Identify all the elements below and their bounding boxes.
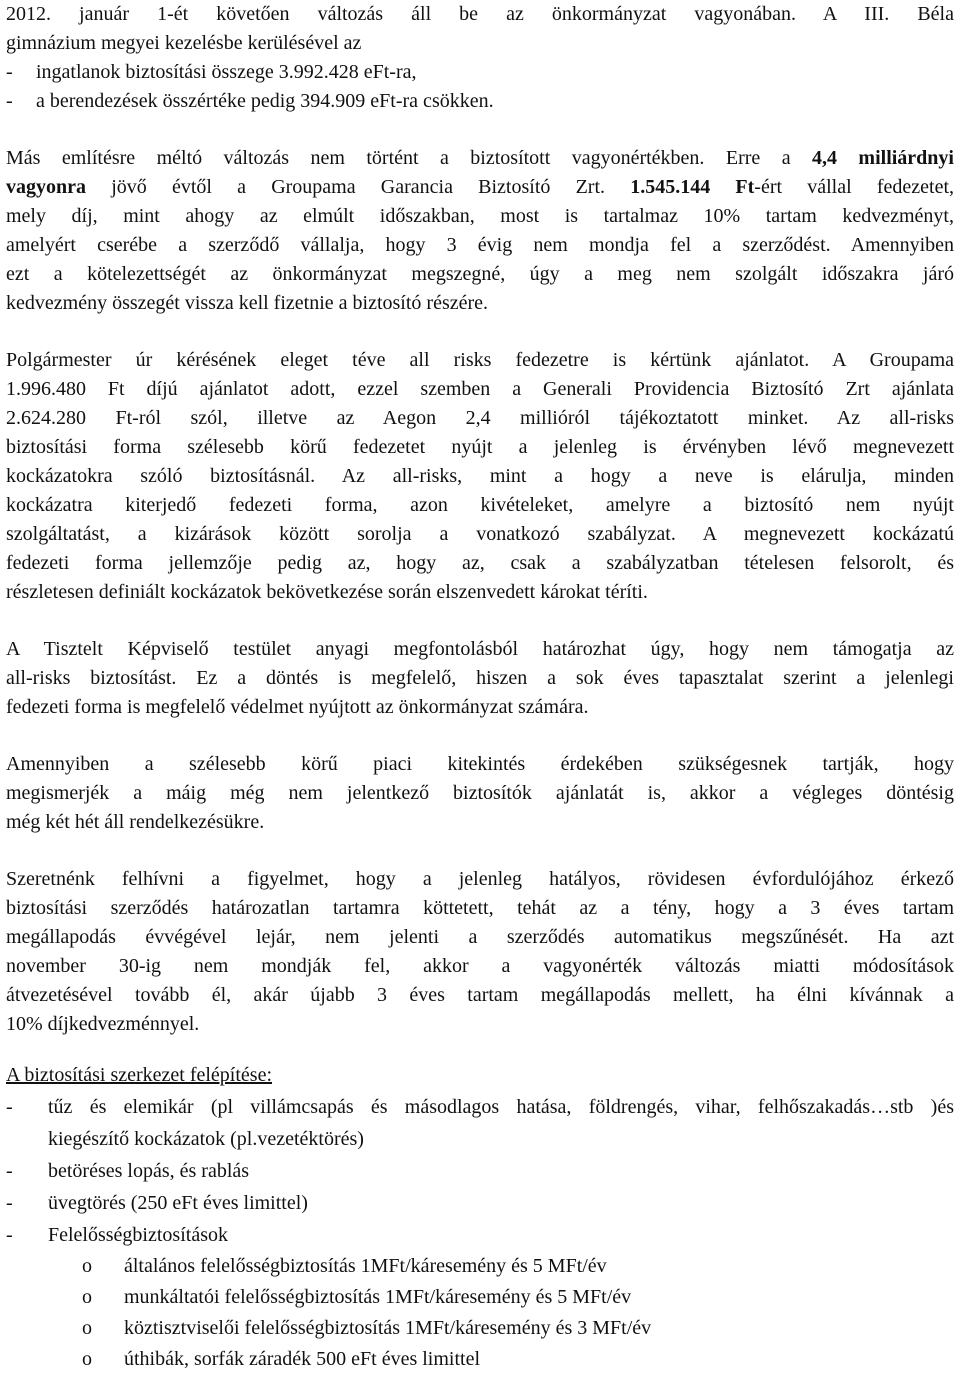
text-line: átvezetésével tovább él, akár újabb 3 éves tartam megállapodás mellett, ha élni kívánnak a bbox=[6, 984, 954, 1006]
dash-marker: - bbox=[6, 61, 13, 83]
text-line: részletesen definiált kockázatok bekövetkezése során elszenvedett károkat téríti. bbox=[6, 581, 648, 603]
text-line: Polgármester úr kérésének eleget téve all risks fedezetre is kértünk ajánlatot. A Groupama bbox=[6, 349, 954, 371]
circle-bullet-marker: o bbox=[82, 1348, 92, 1370]
sub-list-item-text: köztisztviselői felelősségbiztosítás 1MFt/káresemény és 3 MFt/év bbox=[124, 1317, 652, 1339]
section-heading: A biztosítási szerkezet felépítése: bbox=[6, 1064, 273, 1086]
text-segment: jövő évtől a Groupama Garancia Biztosító Zrt. bbox=[111, 176, 606, 198]
bold-word: vagyonra bbox=[6, 176, 86, 198]
text-line: amelyért cserébe a szerződő vállalja, hogy 3 évig nem mondja fel a szerződést. Amennyiben bbox=[6, 234, 954, 256]
circle-bullet-marker: o bbox=[82, 1286, 92, 1308]
text-line: fedezeti forma jellemzője pedig az, hogy az, csak a szabályzatban tételesen felsorolt, és bbox=[6, 552, 954, 574]
sub-list-item-text: általános felelősségbiztosítás 1MFt/káresemény és 5 MFt/év bbox=[124, 1255, 607, 1277]
paragraph-market-review bbox=[6, 750, 954, 837]
text-segment: -ért vállal fedezetet, bbox=[754, 176, 955, 198]
text-line: szolgáltatást, a kizárások között sorolja a vonatkozó szabályzat. A megnevezett kockázatú bbox=[6, 523, 954, 545]
sub-list bbox=[6, 1251, 954, 1375]
text-segment: Más említésre méltó változás nem történt a biztosított vagyonértékben. Erre a bbox=[6, 147, 791, 169]
insurance-structure-section bbox=[6, 1059, 954, 1375]
bold-amount: 1.545.144 Ft bbox=[630, 176, 755, 198]
text-line: 2.624.280 Ft-ról szól, illetve az Aegon 2,4 millióról tájékoztatott minket. Az all-risks bbox=[6, 407, 954, 429]
list-item-text: betöréses lopás, és rablás bbox=[48, 1160, 250, 1182]
text-line: 1.996.480 Ft díjú ajánlatot adott, ezzel szemben a Generali Providencia Biztosító Zrt ajánlata bbox=[6, 378, 954, 400]
text-line: kedvezmény összegét vissza kell fizetnie a biztosító részére. bbox=[6, 292, 489, 314]
text-line: 10% díjkedvezménnyel. bbox=[6, 1013, 200, 1035]
text-line: megállapodás évvégével lejár, nem jelenti a szerződés automatikus megszűnését. Ha azt bbox=[6, 926, 954, 948]
dash-marker: - bbox=[6, 90, 13, 112]
dash-item-text: a berendezések összértéke pedig 394.909 eFt-ra csökken. bbox=[36, 90, 494, 112]
dash-item bbox=[6, 87, 954, 116]
text-line: 2012. január 1-ét követően változás áll be az önkormányzat vagyonában. A III. Béla bbox=[6, 3, 954, 25]
sub-list-item-text: úthibák, sorfák záradék 500 eFt éves limittel bbox=[124, 1348, 481, 1370]
text-line: Szeretnénk felhívni a figyelmet, hogy a jelenleg hatályos, rövidesen évfordulójához érkező bbox=[6, 868, 954, 890]
list-item bbox=[6, 1091, 954, 1155]
dash-marker: - bbox=[6, 1192, 13, 1214]
text-line: mely díj, mint ahogy az elmúlt időszakban, most is tartalmaz 10% tartam kedvezményt, bbox=[6, 205, 954, 227]
sub-list-item bbox=[6, 1344, 954, 1375]
text-line: megismerjék a máig még nem jelentkező biztosítók ajánlatát is, akkor a végleges döntésig bbox=[6, 782, 954, 804]
list-item bbox=[6, 1219, 954, 1375]
dash-marker: - bbox=[6, 1096, 13, 1118]
text-line: kockázatokra szóló biztosításnál. Az all-risks, mint a hogy a neve is elárulja, minden bbox=[6, 465, 954, 487]
list-item-continuation: kiegészítő kockázatok (pl.vezetéktörés) bbox=[48, 1128, 364, 1150]
bold-amount: 4,4 milliárdnyi bbox=[812, 147, 954, 169]
list-item-text: tűz és elemikár (pl villámcsapás és másodlagos hatása, földrengés, vihar, felhőszakadás…stb )és bbox=[48, 1096, 954, 1118]
structure-list bbox=[6, 1091, 954, 1375]
sub-list-item-text: munkáltatói felelősségbiztosítás 1MFt/káresemény és 5 MFt/év bbox=[124, 1286, 632, 1308]
sub-list-item bbox=[6, 1313, 954, 1344]
dash-marker: - bbox=[6, 1224, 13, 1246]
text-line: Amennyiben a szélesebb körű piaci kitekintés érdekében szükségesnek tartják, hogy bbox=[6, 753, 954, 775]
paragraph-asset-change bbox=[6, 0, 954, 116]
list-item-text: üvegtörés (250 eFt éves limittel) bbox=[48, 1192, 308, 1214]
text-line bbox=[6, 173, 954, 202]
list-item bbox=[6, 1187, 954, 1219]
paragraph-council-decision bbox=[6, 635, 954, 722]
sub-list-item bbox=[6, 1282, 954, 1313]
circle-bullet-marker: o bbox=[82, 1317, 92, 1339]
paragraph-groupama-offer bbox=[6, 144, 954, 318]
text-line: kockázatra kiterjedő fedezeti forma, azon kivételeket, amelyre a biztosító nem nyújt bbox=[6, 494, 954, 516]
text-line: A Tisztelt Képviselő testület anyagi megfontolásból határozhat úgy, hogy nem támogatja az bbox=[6, 638, 954, 660]
paragraph-all-risks bbox=[6, 346, 954, 607]
text-line: biztosítási szerződés határozatlan tartamra köttetett, tehát az a tény, hogy a 3 éves tartam bbox=[6, 897, 954, 919]
text-line: ezt a kötelezettségét az önkormányzat megszegné, úgy a meg nem szolgált időszakra járó bbox=[6, 263, 954, 285]
dash-item bbox=[6, 58, 954, 87]
circle-bullet-marker: o bbox=[82, 1255, 92, 1277]
text-line: november 30-ig nem mondják fel, akkor a vagyonérték változás miatti módosítások bbox=[6, 955, 954, 977]
list-item-text: Felelősségbiztosítások bbox=[48, 1224, 228, 1246]
list-item bbox=[6, 1155, 954, 1187]
text-line: gimnázium megyei kezelésbe kerülésével az bbox=[6, 32, 362, 54]
text-line: all-risks biztosítást. Ez a döntés is megfelelő, hiszen a sok éves tapasztalat szerint a jelenlegi bbox=[6, 667, 954, 689]
text-line: fedezeti forma is megfelelő védelmet nyújtott az önkormányzat számára. bbox=[6, 696, 589, 718]
paragraph-contract-term bbox=[6, 865, 954, 1039]
text-line: még két hét áll rendelkezésükre. bbox=[6, 811, 265, 833]
text-line bbox=[6, 144, 954, 173]
dash-marker: - bbox=[6, 1160, 13, 1182]
text-line: biztosítási forma szélesebb körű fedezetet nyújt a jelenleg is érvényben lévő megnevezett bbox=[6, 436, 954, 458]
sub-list-item bbox=[6, 1251, 954, 1282]
dash-item-text: ingatlanok biztosítási összege 3.992.428 eFt-ra, bbox=[36, 61, 417, 83]
